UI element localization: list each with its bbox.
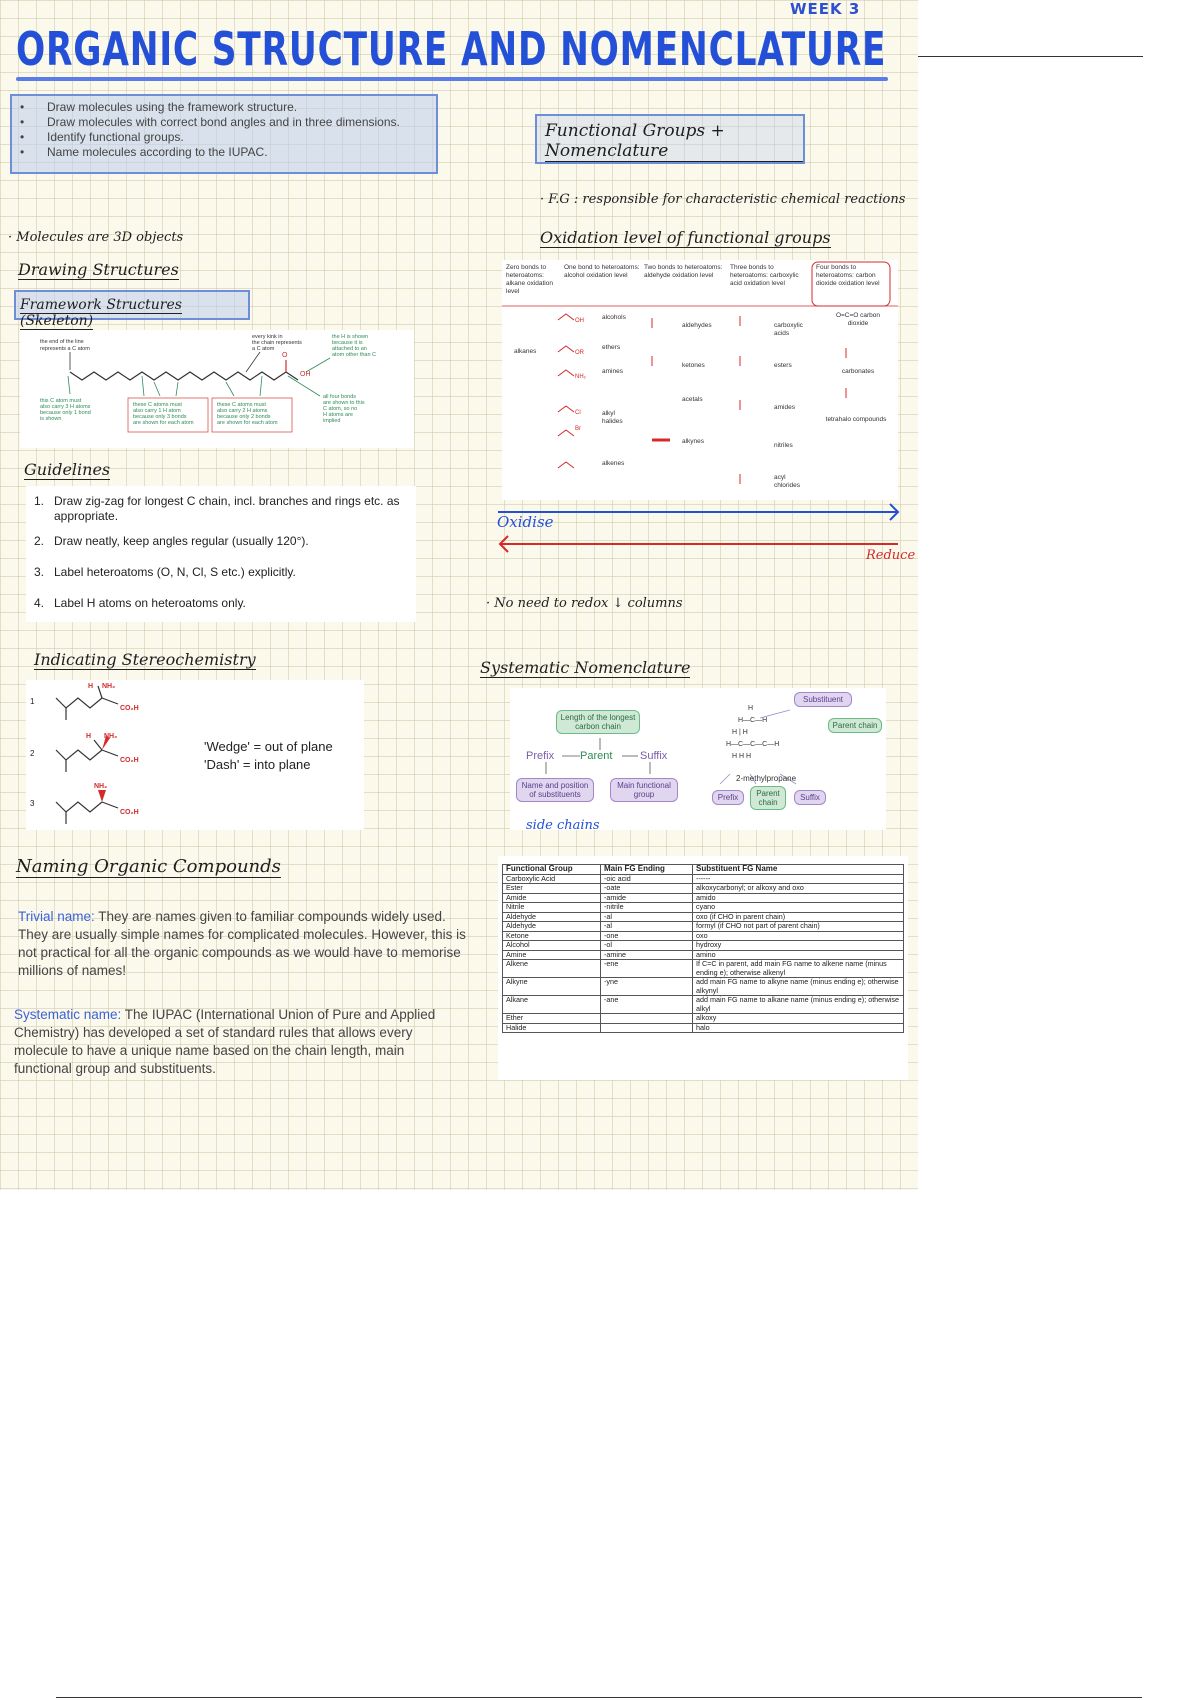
- ox-level-1-header: One bond to heteroatoms: alcohol oxidation level: [564, 264, 640, 279]
- oh-label: OH: [575, 318, 584, 324]
- table-cell: Ester: [503, 884, 601, 894]
- table-row: [503, 941, 904, 951]
- objective-item: • Name molecules according to the IUPAC.: [20, 145, 268, 159]
- hydroxyl-oh-label: OH: [300, 371, 311, 378]
- ox-label-ketones: ketones: [682, 362, 705, 369]
- nh2-label: NH₂: [102, 683, 116, 690]
- example-name: 2-methylpropane: [736, 774, 797, 783]
- table-cell: amino: [693, 950, 904, 960]
- redox-arrows: [494, 500, 904, 560]
- table-cell: Alkane: [503, 996, 601, 1014]
- svg-text:H—C—H: H—C—H: [738, 717, 768, 724]
- co2h-label: CO₂H: [120, 705, 139, 712]
- table-cell: formyl (if CHO not part of parent chain): [693, 922, 904, 932]
- table-cell: -al: [601, 922, 693, 932]
- stereo-number: 2: [30, 749, 35, 758]
- stereochemistry-panel: [26, 680, 364, 830]
- table-row: [503, 978, 904, 996]
- guidelines-heading: Guidelines: [24, 460, 111, 479]
- table-cell: amido: [693, 893, 904, 903]
- table-cell: [601, 1014, 693, 1024]
- table-row: [503, 960, 904, 978]
- table-cell: Alkyne: [503, 978, 601, 996]
- ox-level-4-header: Four bonds to heteroatoms: carbon dioxide oxidation level: [816, 264, 880, 287]
- systematic-nomenclature-diagram: [510, 688, 886, 830]
- table-cell: -ene: [601, 960, 693, 978]
- skeleton-svg: [20, 330, 414, 448]
- ox-label-carbonates: carbonates: [841, 368, 875, 375]
- table-cell: alkoxy: [693, 1014, 904, 1024]
- table-cell: -oate: [601, 884, 693, 894]
- functional-group-table-panel: [498, 856, 908, 1080]
- suffix-pill: Suffix: [794, 790, 826, 805]
- table-cell: -al: [601, 912, 693, 922]
- table-cell: hydroxy: [693, 941, 904, 951]
- stereo-number: 3: [30, 799, 35, 808]
- length-pill: Length of the longest carbon chain: [556, 710, 640, 734]
- table-cell: -ane: [601, 996, 693, 1014]
- table-cell: Aldehyde: [503, 922, 601, 932]
- naming-compounds-heading: Naming Organic Compounds: [16, 856, 281, 877]
- nh2-label: NH₂: [575, 374, 586, 380]
- table-row: [503, 1023, 904, 1033]
- h-label: H: [86, 733, 92, 740]
- svg-text:is shown: is shown: [40, 416, 62, 422]
- annotation-c-one-h: these C atoms must: [133, 402, 182, 408]
- molecule-1-chain: [56, 698, 102, 708]
- svg-text:atom other than C: atom other than C: [332, 352, 377, 358]
- column-header: Main FG Ending: [601, 865, 693, 875]
- table-cell: cyano: [693, 903, 904, 913]
- table-cell: If C=C in parent, add main FG name to alkene name (minus ending e); otherwise alkenyl: [693, 960, 904, 978]
- svg-text:H | H: H | H: [732, 729, 748, 736]
- annotation-c-two-h: these C atoms must: [217, 402, 266, 408]
- annotation-h-shown: the H is shown: [332, 334, 369, 340]
- guideline-item: 3. Label heteroatoms (O, N, Cl, S etc.) explicitly.: [34, 565, 296, 579]
- oxidation-level-chart: [502, 260, 898, 500]
- svg-text:because it is: because it is: [332, 340, 363, 346]
- oxidation-svg: [502, 260, 898, 500]
- ox-label-acetals: acetals: [682, 396, 703, 403]
- table-cell: Amine: [503, 950, 601, 960]
- table-cell: Carboxylic Acid: [503, 874, 601, 884]
- ox-label-aldehydes: aldehydes: [682, 322, 712, 329]
- svg-text:represents a C atom: represents a C atom: [40, 346, 90, 352]
- guideline-item: 1. Draw zig-zag for longest C chain, incl. branches and rings etc. as appropriate.: [34, 494, 400, 523]
- ox-label-nitriles: nitriles: [774, 442, 793, 449]
- table-row: [503, 922, 904, 932]
- guideline-item: 2. Draw neatly, keep angles regular (usually 120°).: [34, 534, 309, 548]
- table-cell: add main FG name to alkane name (minus ending e); otherwise alkyl: [693, 996, 904, 1014]
- cl-label: Cl: [575, 410, 581, 416]
- co2h-label: CO₂H: [120, 757, 139, 764]
- table-cell: Amide: [503, 893, 601, 903]
- table-cell: Ketone: [503, 931, 601, 941]
- table-cell: -nitrile: [601, 903, 693, 913]
- table-header-row: [503, 865, 904, 875]
- ox-label-alcohols: alcohols: [602, 314, 626, 321]
- svg-text:the chain represents: the chain represents: [252, 340, 302, 346]
- name-position-pill: Name and position of substituents: [516, 778, 594, 802]
- svg-text:are shown for each atom: are shown for each atom: [133, 420, 194, 426]
- table-cell: Alkene: [503, 960, 601, 978]
- svg-text:H H H: H H H: [732, 753, 752, 760]
- svg-text:because only 2 bonds: because only 2 bonds: [217, 414, 271, 420]
- table-cell: Ether: [503, 1014, 601, 1024]
- table-cell: Alcohol: [503, 941, 601, 951]
- guidelines-panel: [26, 486, 416, 622]
- fg-note: · F.G : responsible for characteristic chemical reactions: [540, 192, 906, 207]
- table-cell: halo: [693, 1023, 904, 1033]
- table-cell: -yne: [601, 978, 693, 996]
- table-row: [503, 1014, 904, 1024]
- svg-text:implied: implied: [323, 418, 341, 424]
- table-cell: alkoxycarbonyl; or alkoxy and oxo: [693, 884, 904, 894]
- drawing-structures-heading: Drawing Structures: [18, 260, 179, 279]
- table-cell: Aldehyde: [503, 912, 601, 922]
- table-cell: Halide: [503, 1023, 601, 1033]
- ox-label-alkanes: alkanes: [514, 348, 537, 355]
- systematic-nomenclature-heading: Systematic Nomenclature: [480, 658, 691, 677]
- table-cell: -one: [601, 931, 693, 941]
- ox-label-ethers: ethers: [602, 344, 621, 351]
- svg-text:C atom, so no: C atom, so no: [323, 406, 358, 412]
- substituent-pill: Substituent: [794, 692, 852, 707]
- wedge-definition: 'Wedge' = out of plane: [204, 739, 333, 754]
- ox-label-esters: esters: [774, 362, 792, 369]
- functional-group-table: [502, 864, 904, 1033]
- svg-text:H: H: [748, 705, 754, 712]
- oxidise-label: Oxidise: [497, 513, 554, 531]
- table-row: [503, 996, 904, 1014]
- table-cell: ------: [693, 874, 904, 884]
- annotation-c-three-h: this C atom must: [40, 398, 82, 404]
- annotation-end-of-line: the end of the line: [40, 339, 84, 345]
- ox-label-alkenes: alkenes: [602, 460, 625, 467]
- table-cell: -oic acid: [601, 874, 693, 884]
- skeleton-structure-diagram: [20, 330, 414, 448]
- table-cell: add main FG name to alkyne name (minus ending e); otherwise alkynyl: [693, 978, 904, 996]
- stereo-number: 1: [30, 697, 35, 706]
- svg-text:H atoms are: H atoms are: [323, 412, 353, 418]
- table-cell: [601, 1023, 693, 1033]
- main-fg-pill: Main functional group: [610, 778, 678, 802]
- systematic-name-paragraph: Systematic name: The IUPAC (International Union of Pure and Applied Chemistry) has developed a set of standard rules that allows every molecule to have a unique name based on the chain length, main functional group and substituents.: [14, 1007, 436, 1076]
- page-title: ORGANIC STRUCTURE AND NOMENCLATURE: [16, 22, 887, 76]
- annotation-four-bonds: all four bonds: [323, 394, 357, 400]
- molecule-3-chain: [56, 802, 102, 812]
- ox-level-0-header: Zero bonds to heteroatoms: alkane oxidation level: [506, 264, 553, 295]
- carbonyl-o-label: O: [282, 352, 288, 359]
- objective-item: • Draw molecules with correct bond angles and in three dimensions.: [20, 115, 400, 129]
- molecules-note: · Molecules are 3D objects: [8, 230, 184, 245]
- ox-label-acyl-chlorides: acyl chlorides: [774, 474, 801, 489]
- table-cell: Nitrile: [503, 903, 601, 913]
- svg-text:also carry 1 H atom: also carry 1 H atom: [133, 408, 181, 414]
- svg-text:because only 1 bond: because only 1 bond: [40, 410, 91, 416]
- objective-item: • Identify functional groups.: [20, 130, 184, 144]
- ox-label-amides: amides: [774, 404, 795, 411]
- framework-structures-box: Framework Structures (Skeleton): [14, 290, 250, 320]
- guideline-item: 4. Label H atoms on heteroatoms only.: [34, 596, 246, 610]
- br-label: Br: [575, 426, 581, 432]
- reduce-label: Reduce: [866, 548, 916, 563]
- bottom-rule-line: [56, 1697, 1142, 1698]
- title-rule-line: [918, 56, 1143, 57]
- redox-note: · No need to redox ↓ columns: [486, 596, 683, 611]
- table-cell: -amide: [601, 893, 693, 903]
- ox-label-carboxylic-acids: carboxylic acids: [774, 322, 803, 337]
- or-label: OR: [575, 350, 584, 356]
- parent-chain-pill: Parent chain: [828, 718, 882, 733]
- svg-text:because only 3 bonds: because only 3 bonds: [133, 414, 187, 420]
- week-label: WEEK 3: [790, 0, 861, 18]
- annotation-every-kink: every kink in: [252, 334, 283, 340]
- ox-label-alkynes: alkynes: [682, 438, 705, 445]
- svg-text:also carry 2 H atoms: also carry 2 H atoms: [217, 408, 268, 414]
- prefix-text: Prefix: [526, 750, 555, 762]
- objective-item: • Draw molecules using the framework structure.: [20, 100, 298, 114]
- skeleton-chain: [70, 372, 286, 380]
- ox-label-co2: O=C=O carbon dioxide: [835, 312, 881, 327]
- svg-text:attached to an: attached to an: [332, 346, 367, 352]
- svg-text:are shown for each atom: are shown for each atom: [217, 420, 278, 426]
- title-underline: [16, 77, 888, 81]
- svg-text:a C atom: a C atom: [252, 346, 275, 352]
- parent-pill: Parent chain: [750, 786, 786, 810]
- oxidation-level-heading: Oxidation level of functional groups: [540, 228, 831, 247]
- parent-text: Parent: [580, 750, 613, 762]
- nh2-label: NH₂: [104, 733, 118, 740]
- ox-label-alkyl-halides: alkyl halides: [602, 410, 623, 425]
- trivial-name-paragraph: Trivial name: They are names given to familiar compounds widely used. They are usually simple names for complicated molecules. However, this is not practical for all the organic compounds as we would have to memorise millions of names!: [18, 909, 466, 978]
- molecule-2-chain: [56, 750, 102, 760]
- objectives-box: [10, 94, 438, 174]
- table-cell: -amine: [601, 950, 693, 960]
- column-header: Functional Group: [503, 865, 601, 875]
- table-cell: oxo (if CHO in parent chain): [693, 912, 904, 922]
- wedge-bond-3: [98, 790, 106, 802]
- ox-label-tetrahalo: tetrahalo compounds: [825, 416, 887, 423]
- table-cell: oxo: [693, 931, 904, 941]
- table-row: [503, 884, 904, 894]
- ox-level-3-header: Three bonds to heteroatoms: carboxylic acid oxidation level: [730, 264, 799, 287]
- co2h-label: CO₂H: [120, 809, 139, 816]
- ox-label-amines: amines: [602, 368, 623, 375]
- h-label: H: [88, 683, 94, 690]
- svg-text:also carry 3 H atoms: also carry 3 H atoms: [40, 404, 91, 410]
- nh2-label: NH₂: [94, 783, 108, 790]
- ox-level-2-header: Two bonds to heteroatoms: aldehyde oxidation level: [644, 264, 723, 279]
- table-cell: -ol: [601, 941, 693, 951]
- svg-text:H—C—C—C—H: H—C—C—C—H: [726, 741, 780, 748]
- prefix-pill: Prefix: [712, 790, 744, 805]
- dash-definition: 'Dash' = into plane: [204, 757, 311, 772]
- functional-groups-heading-box: Functional Groups + Nomenclature: [535, 114, 805, 164]
- svg-text:are shown to this: are shown to this: [323, 400, 365, 406]
- stereochemistry-heading: Indicating Stereochemistry: [34, 650, 256, 669]
- suffix-text: Suffix: [640, 750, 668, 762]
- column-header: Substituent FG Name: [693, 865, 904, 875]
- side-chains-note: side chains: [526, 818, 600, 833]
- table-row: [503, 903, 904, 913]
